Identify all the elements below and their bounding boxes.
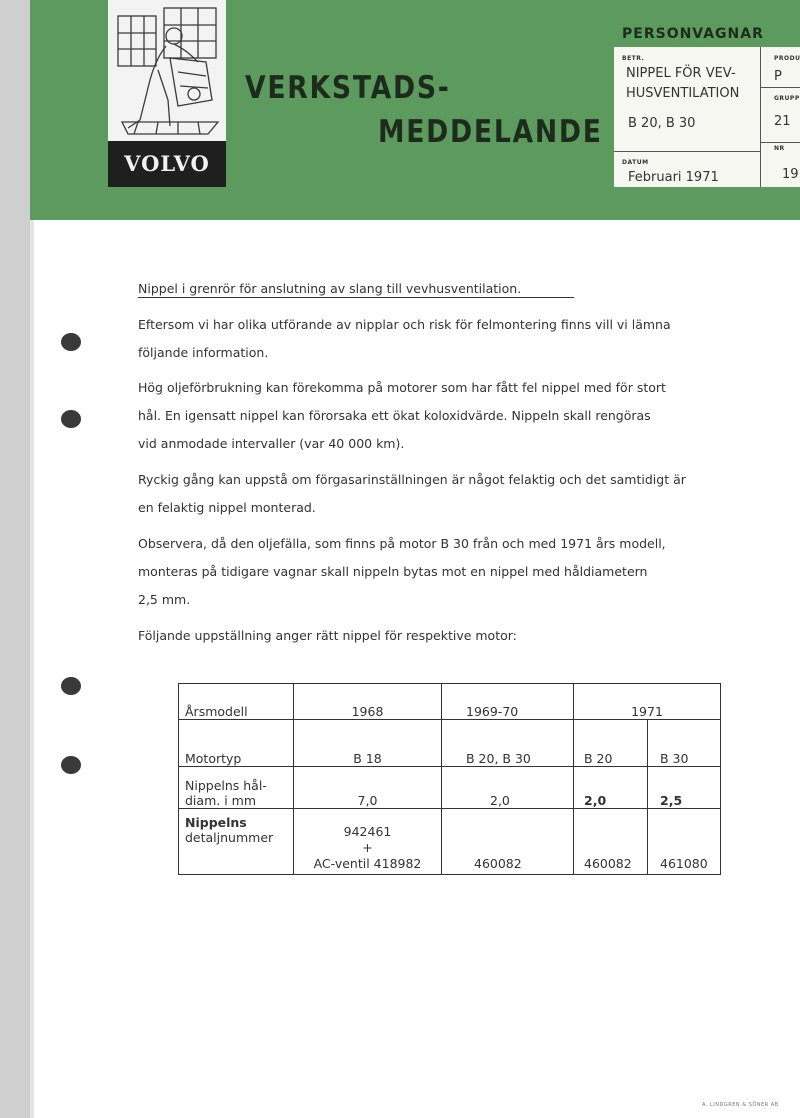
cell-part-1971-b20: 460082	[574, 809, 648, 875]
paragraph-4-line-2: monteras på tidigare vagnar skall nippeln bytas mot en nippel med håldiametern	[138, 564, 648, 579]
betr-label: BETR.	[622, 55, 645, 62]
paragraph-5: Följande uppställning anger rätt nippel för respektive motor:	[138, 628, 517, 643]
row-label-line-1: Nippelns hål-	[185, 778, 267, 793]
group-label: GRUPP	[774, 95, 800, 102]
cell-engine-1971-b20: B 20	[574, 720, 648, 767]
cell-engine-1969-70: B 20, B 30	[442, 720, 574, 767]
binder-hole	[61, 410, 81, 428]
table-row	[179, 684, 721, 720]
form-divider	[760, 87, 800, 88]
number-label: NR	[774, 145, 785, 152]
row-label-engine-type: Motortyp	[179, 720, 294, 767]
subject-line-1: NIPPEL FÖR VEV-	[626, 66, 736, 81]
paragraph-4-line-3: 2,5 mm.	[138, 592, 191, 607]
binder-hole	[61, 756, 81, 774]
group-value: 21	[774, 114, 791, 129]
row-label-line-2: diam. i mm	[185, 793, 256, 808]
cell-diam-1969-70: 2,0	[442, 767, 574, 809]
part-plus: +	[362, 840, 373, 855]
table-row	[179, 767, 721, 809]
cell-1969-70: 1969-70	[442, 684, 574, 720]
form-divider-vertical	[760, 47, 761, 187]
cell-diam-1971-b20: 2,0	[574, 767, 648, 809]
category-label: PERSONVAGNAR	[622, 26, 764, 42]
part-number-1: 942461	[343, 824, 392, 839]
paragraph-4-line-1: Observera, då den oljefälla, som finns på motor B 30 från och med 1971 års modell,	[138, 536, 666, 551]
paragraph-1-line-2: följande information.	[138, 345, 269, 360]
cell-1968: 1968	[294, 684, 442, 720]
cell-part-1969-70: 460082	[442, 809, 574, 875]
volvo-logo: VOLVO	[108, 141, 226, 187]
paragraph-2-line-2: hål. En igensatt nippel kan förorsaka ett ökat koloxidvärde. Nippeln skall rengöras	[138, 408, 651, 423]
row-label-line-1: Nippelns	[185, 815, 247, 830]
binder-hole	[61, 677, 81, 695]
heading-underline	[138, 297, 574, 298]
paragraph-2-line-3: vid anmodade intervaller (var 40 000 km).	[138, 436, 405, 451]
mechanic-drawing-icon	[108, 0, 226, 141]
cell-engine-1971-b30: B 30	[648, 720, 721, 767]
section-heading: Nippel i grenrör för anslutning av slang till vevhusventilation.	[138, 281, 522, 296]
row-label-hole-diameter	[179, 767, 294, 809]
form-divider	[614, 151, 760, 152]
cell-engine-1968: B 18	[294, 720, 442, 767]
printer-imprint: A. LINDGREN & SÖNER AB	[702, 1102, 779, 1108]
number-value: 19	[782, 167, 799, 182]
title-line-2: MEDDELANDE	[378, 114, 603, 150]
row-label-line-2: detaljnummer	[185, 830, 274, 845]
form-divider	[760, 142, 800, 143]
cell-part-1971-b30: 461080	[648, 809, 721, 875]
table-row	[179, 809, 721, 875]
paragraph-1-line-1: Eftersom vi har olika utförande av nipplar och risk för felmontering finns vill vi lämna	[138, 317, 671, 332]
nipple-spec-table	[178, 683, 721, 875]
date-label: DATUM	[622, 159, 649, 166]
cell-diam-1968: 7,0	[294, 767, 442, 809]
binder-hole	[61, 333, 81, 351]
row-label-model-year: Årsmodell	[179, 684, 294, 720]
paragraph-2-line-1: Hög oljeförbrukning kan förekomma på motorer som har fått fel nippel med för stort	[138, 380, 666, 395]
cell-part-1968	[294, 809, 442, 875]
paragraph-3-line-2: en felaktig nippel monterad.	[138, 500, 316, 515]
table-row	[179, 720, 721, 767]
product-label: PRODU	[774, 55, 800, 62]
title-line-1: VERKSTADS-	[245, 70, 451, 106]
subject-line-2: HUSVENTILATION	[626, 86, 740, 101]
row-label-part-number	[179, 809, 294, 875]
part-number-ac-valve: AC-ventil 418982	[313, 856, 422, 871]
cell-1971: 1971	[574, 684, 721, 720]
page-edge-shadow	[0, 0, 30, 1118]
product-value: P	[774, 69, 782, 84]
date-value: Februari 1971	[628, 170, 719, 185]
reference-form	[614, 47, 800, 187]
paragraph-3-line-1: Ryckig gång kan uppstå om förgasarinställningen är något felaktig och det samtidigt är	[138, 472, 686, 487]
subject-line-3: B 20, B 30	[628, 116, 696, 131]
cell-diam-1971-b30: 2,5	[648, 767, 721, 809]
